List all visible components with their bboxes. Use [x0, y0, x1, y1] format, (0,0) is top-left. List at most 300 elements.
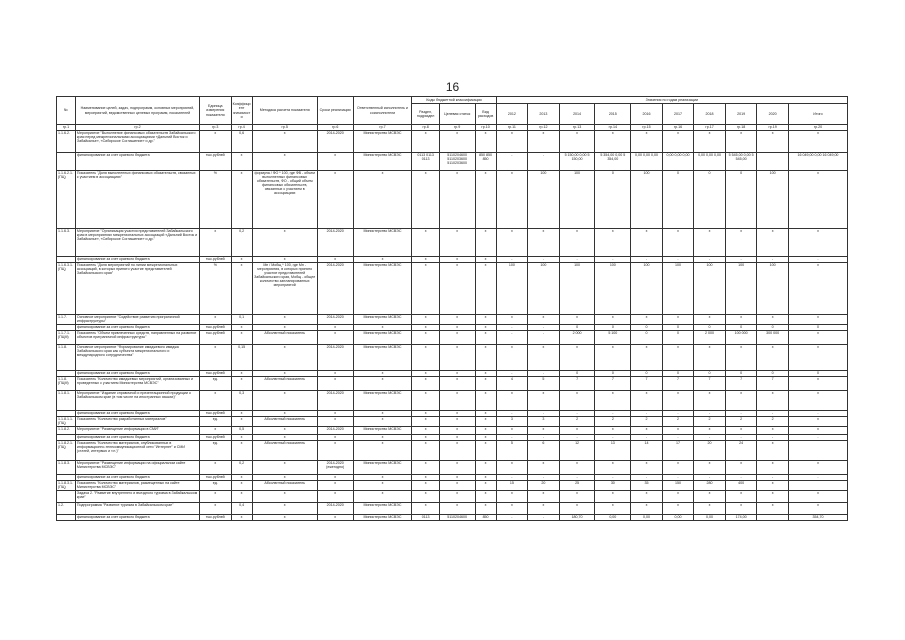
table-cell: х [412, 171, 439, 229]
table-cell: х [353, 435, 412, 441]
table-cell: х [496, 315, 528, 325]
table-cell: х [200, 229, 232, 257]
table-cell: х [439, 503, 475, 515]
column-number: гр.18 [725, 125, 757, 131]
table-cell: х [757, 427, 789, 435]
table-cell: 2 [694, 417, 726, 427]
table-cell: х [757, 481, 789, 491]
table-cell: 20 [528, 481, 560, 491]
table-cell: х [788, 427, 847, 435]
table-cell: х [662, 461, 694, 475]
table-cell: х [412, 391, 439, 411]
table-cell: 7 [631, 377, 663, 391]
table-cell: х [496, 503, 528, 515]
table-cell: 0 [595, 371, 631, 377]
table-cell: 0,1 [231, 315, 252, 325]
table-row [57, 417, 848, 427]
table-cell: х [788, 331, 847, 345]
table-cell: х [694, 315, 726, 325]
table-cell: - [528, 411, 560, 417]
table-cell: - [528, 331, 560, 345]
header-razdel: Раздел, подраздел [412, 104, 439, 125]
table-cell: х [439, 391, 475, 411]
table-cell: х [252, 435, 317, 441]
table-cell: 2014-2020 [317, 315, 353, 325]
table-cell: 100 [559, 263, 595, 315]
header-year: 2019 [725, 104, 757, 125]
table-cell: х [252, 315, 317, 325]
table-cell: - [528, 435, 560, 441]
table-cell: х [439, 229, 475, 257]
table-cell: 0 [694, 371, 726, 377]
row-number-cell: 1.1.8.3. [57, 461, 76, 475]
table-cell: х [317, 491, 353, 503]
table-cell: х [439, 411, 475, 417]
table-cell: х [439, 417, 475, 427]
table-cell: 100 [595, 263, 631, 315]
table-cell: - [757, 475, 789, 481]
table-cell: 0113 [412, 515, 439, 521]
table-cell: х [559, 461, 595, 475]
table-cell: х [496, 491, 528, 503]
table-row [57, 427, 848, 435]
table-cell [788, 441, 847, 461]
table-cell: х [475, 411, 496, 417]
table-cell: х [595, 345, 631, 371]
table-cell: 2014-2020 [317, 427, 353, 435]
row-number-cell: 1.2. [57, 503, 76, 515]
row-name-cell: Подпрограмма "Развитие туризма в Забайкальском крае" [75, 503, 199, 515]
table-cell: х [252, 257, 317, 263]
table-cell: х [788, 417, 847, 427]
table-cell: 300 000 [757, 331, 789, 345]
table-cell: 2 [757, 417, 789, 427]
table-row [57, 345, 848, 371]
table-cell: 14 [631, 441, 663, 461]
table-cell: - [496, 153, 528, 171]
table-cell: х [231, 441, 252, 461]
table-cell: х [475, 315, 496, 325]
table-cell: х [317, 435, 353, 441]
table-cell: х [439, 481, 475, 491]
column-number: гр.16 [662, 125, 694, 131]
table-cell: х [200, 315, 232, 325]
table-cell: 0,00 [694, 515, 726, 521]
table-cell: х [528, 461, 560, 475]
table-cell: х [439, 315, 475, 325]
table-cell: х [788, 391, 847, 411]
table-cell: - [788, 435, 847, 441]
table-cell: - [757, 435, 789, 441]
table-cell: х [595, 461, 631, 475]
table-row [57, 481, 848, 491]
table-cell: - [631, 257, 663, 263]
table-cell: х [631, 229, 663, 257]
data-table [56, 96, 848, 521]
table-cell: 174,00 [725, 515, 757, 521]
table-cell: х [528, 427, 560, 435]
column-number: гр.15 [631, 125, 663, 131]
table-cell: х [788, 229, 847, 257]
table-cell: х [662, 131, 694, 153]
table-cell: - [725, 435, 757, 441]
table-cell: х [439, 257, 475, 263]
table-cell: х [595, 131, 631, 153]
row-number-cell: 1.1.8.1.1. (ПЦ) [57, 417, 76, 427]
table-cell: х [475, 491, 496, 503]
column-number: гр.17 [694, 125, 726, 131]
table-cell: - [496, 475, 528, 481]
table-cell: х [694, 503, 726, 515]
table-cell: х [475, 263, 496, 315]
table-cell: 0 [757, 325, 789, 331]
table-cell: 7 [725, 377, 757, 391]
table-cell: Министерство МСВЭС [353, 331, 412, 345]
table-row [57, 229, 848, 257]
table-cell: х [725, 229, 757, 257]
table-cell: х [317, 171, 353, 229]
header-year: 2012 [496, 104, 528, 125]
table-cell: х [317, 153, 353, 171]
table-cell: - [694, 411, 726, 417]
table-cell: 0 [662, 325, 694, 331]
table-cell: тыс.рублей [200, 257, 232, 263]
table-cell: х [439, 345, 475, 371]
row-number-cell: 1.1.8.1. [57, 391, 76, 411]
table-cell: - [496, 411, 528, 417]
header-row-1 [57, 97, 848, 104]
table-cell: - [528, 371, 560, 377]
table-cell: 2014-2020 [317, 131, 353, 153]
row-name-cell: финансирование за счет краевого бюджета [75, 153, 199, 171]
table-cell: 0 [788, 325, 847, 331]
row-name-cell: финансирование за счет краевого бюджета [75, 371, 199, 377]
table-cell: х [439, 435, 475, 441]
column-number: гр.6 [317, 125, 353, 131]
table-cell: 0 [631, 371, 663, 377]
table-cell: 17 [662, 441, 694, 461]
column-number: гр.5 [252, 125, 317, 131]
row-name-cell: финансирование за счет краевого бюджета [75, 515, 199, 521]
table-cell: х [631, 503, 663, 515]
table-cell: х [412, 315, 439, 325]
row-number-cell: 1.1.6.2.1. (ПЦ) [57, 171, 76, 229]
table-cell: - [595, 435, 631, 441]
table-cell: 100 [662, 263, 694, 315]
table-cell: х [353, 171, 412, 229]
table-cell: х [694, 229, 726, 257]
row-number-cell: 1.1.6.3.1. (ПЦ) [57, 263, 76, 315]
table-cell: х [439, 427, 475, 435]
table-cell: 100 [757, 171, 789, 229]
table-cell: х [252, 491, 317, 503]
table-cell: х [788, 315, 847, 325]
table-cell: х [496, 171, 528, 229]
row-number-cell: 1.1.6.3. [57, 229, 76, 257]
table-cell: х [231, 257, 252, 263]
table-cell: 5 [496, 441, 528, 461]
table-cell: х [439, 441, 475, 461]
table-cell: х [353, 441, 412, 461]
table-cell: - [788, 257, 847, 263]
table-cell: х [559, 503, 595, 515]
table-cell: х [725, 315, 757, 325]
table-cell: 5 545,00 0,00 5 545,00 [725, 153, 757, 171]
table-cell: х [528, 491, 560, 503]
table-cell: х [252, 411, 317, 417]
table-cell: 5 150,00 0,00 5 150,00 [559, 153, 595, 171]
table-cell: 100 [757, 263, 789, 315]
table-cell: 7 [559, 377, 595, 391]
table-cell: х [595, 391, 631, 411]
table-cell: х [353, 475, 412, 481]
table-row [57, 503, 848, 515]
table-cell: 850 [475, 515, 496, 521]
table-cell: х [475, 257, 496, 263]
table-row [57, 171, 848, 229]
table-cell: х [475, 391, 496, 411]
table-cell: х [252, 475, 317, 481]
table-cell: 24 [725, 441, 757, 461]
row-number-cell: 1.1.8.2.1. (ПЦ) [57, 441, 76, 461]
table-cell: - [559, 411, 595, 417]
table-cell: х [757, 391, 789, 411]
row-number-cell: 1.1.6.2. [57, 131, 76, 153]
column-number: гр.9 [439, 125, 475, 131]
table-cell: тыс.рублей [200, 411, 232, 417]
table-cell: х [475, 377, 496, 391]
table-cell: х [475, 229, 496, 257]
table-cell: Министерство МСВЭС [353, 461, 412, 475]
table-cell: х [788, 131, 847, 153]
header-year: 2013 [528, 104, 560, 125]
table-cell: х [559, 345, 595, 371]
table-cell: 280 [694, 481, 726, 491]
table-cell: - [595, 257, 631, 263]
table-cell: 0,00 0,00 0,00 [662, 153, 694, 171]
table-cell: 0 [662, 171, 694, 229]
table-cell: х [231, 377, 252, 391]
table-cell: 30 [595, 481, 631, 491]
table-cell: - [757, 257, 789, 263]
table-cell: х [725, 131, 757, 153]
table-cell: х [412, 435, 439, 441]
table-cell: х [231, 263, 252, 315]
table-cell: 13 [595, 441, 631, 461]
row-name-cell: Задача 2. "Развитие внутреннего и въездного туризма в Забайкальском крае" [75, 491, 199, 503]
table-cell: х [317, 481, 353, 491]
table-cell: х [631, 131, 663, 153]
table-cell: х [788, 377, 847, 391]
header-num: № [57, 97, 76, 125]
table-cell: х [528, 131, 560, 153]
header-method: Методика расчета показателя [252, 97, 317, 125]
table-cell: х [231, 491, 252, 503]
table-cell: тыс.рублей [200, 325, 232, 331]
table-cell: х [631, 345, 663, 371]
table-cell: х [662, 229, 694, 257]
table-cell: 2 [725, 417, 757, 427]
column-number: гр.8 [412, 125, 439, 131]
table-cell: 0,5 [231, 427, 252, 435]
table-cell: х [412, 257, 439, 263]
row-number-cell: 1.1.8. (ПЦМ) [57, 377, 76, 391]
table-cell: тыс.рублей [200, 475, 232, 481]
table-cell: х [412, 325, 439, 331]
table-row [57, 515, 848, 521]
table-cell: х [496, 131, 528, 153]
table-cell: 0 [694, 171, 726, 229]
table-cell: х [725, 503, 757, 515]
table-row [57, 391, 848, 411]
table-cell: х [412, 377, 439, 391]
table-cell: Министерство МСВЭС [353, 153, 412, 171]
table-cell: - [788, 411, 847, 417]
table-cell: х [559, 229, 595, 257]
table-cell: Абсолютный показатель [252, 441, 317, 461]
table-cell: - [528, 257, 560, 263]
table-cell: х [475, 131, 496, 153]
table-cell: х [200, 427, 232, 435]
table-cell: х [231, 371, 252, 377]
table-cell: х [252, 503, 317, 515]
table-cell: - [631, 411, 663, 417]
table-cell: х [475, 503, 496, 515]
table-cell: 0 [725, 371, 757, 377]
table-cell: - [662, 435, 694, 441]
table-cell: 5 354,00 0,00 5 354,00 [595, 153, 631, 171]
table-cell: х [662, 503, 694, 515]
table-cell: х [412, 417, 439, 427]
table-cell [757, 515, 789, 521]
table-cell: х [475, 417, 496, 427]
table-cell: - [725, 411, 757, 417]
table-cell: - [662, 257, 694, 263]
table-cell: 100 [725, 263, 757, 315]
table-cell: х [252, 515, 317, 521]
table-cell: х [757, 229, 789, 257]
table-cell: х [317, 331, 353, 345]
table-cell: 2014-2020 [317, 263, 353, 315]
table-cell: - [496, 257, 528, 263]
table-cell: тыс.рублей [200, 515, 232, 521]
table-cell: 0 [788, 371, 847, 377]
table-cell: Министерство МСВЭС [353, 263, 412, 315]
table-cell: х [412, 475, 439, 481]
table-cell: - [662, 411, 694, 417]
table-cell: х [475, 475, 496, 481]
table-cell: х [662, 315, 694, 325]
row-name-cell: финансирование за счет краевого бюджета [75, 257, 199, 263]
table-cell: 180,70 [559, 515, 595, 521]
table-cell: Абсолютный показатель [252, 331, 317, 345]
table-cell: х [231, 515, 252, 521]
table-cell: х [317, 325, 353, 331]
row-number-cell: 1.1.8. [57, 345, 76, 371]
table-cell: 0,2 [231, 229, 252, 257]
table-cell: х [317, 411, 353, 417]
table-cell: х [200, 131, 232, 153]
table-cell: х [412, 331, 439, 345]
table-cell: - [631, 475, 663, 481]
table-cell: х [595, 503, 631, 515]
table-cell: 0,00 [631, 515, 663, 521]
table-cell: х [353, 377, 412, 391]
table-cell: Министерство МСВЭС [353, 315, 412, 325]
table-cell: - [496, 371, 528, 377]
table-cell: 0,4 [231, 503, 252, 515]
table-row [57, 263, 848, 315]
table-cell: х [412, 427, 439, 435]
table-cell: х [757, 491, 789, 503]
table-cell [788, 481, 847, 491]
table-cell: 150 [662, 481, 694, 491]
column-number: гр.3 [200, 125, 232, 131]
table-cell: х [353, 371, 412, 377]
table-row [57, 131, 848, 153]
table-cell: х [231, 481, 252, 491]
table-cell: 100 [631, 263, 663, 315]
column-number: гр.7 [353, 125, 412, 131]
table-cell: х [439, 377, 475, 391]
header-csr: Целевая статья [439, 104, 475, 125]
table-cell: х [725, 491, 757, 503]
table-cell: 7 [694, 377, 726, 391]
table-cell: 5110204600 5110203600 5110203600 [439, 153, 475, 171]
table-cell: х [412, 371, 439, 377]
table-cell: х [631, 491, 663, 503]
table-cell: х [595, 229, 631, 257]
table-cell: х [252, 391, 317, 411]
table-cell: 35 [631, 481, 663, 491]
table-cell: х [631, 315, 663, 325]
table-cell: формула / ФО * 100, где ФВ - объем выполненных финансовых обязательств, ФО - общий объем финансовых обязательств, связанных с участием в ассоциациях [252, 171, 317, 229]
table-cell: - [631, 435, 663, 441]
table-cell: 3 [496, 417, 528, 427]
table-cell: х [528, 503, 560, 515]
row-name-cell: Показатель "Доля мероприятий по линии межрегиональных ассоциаций, в которых принято участие представителей Забайкальского края" [75, 263, 199, 315]
table-cell: 0 [725, 325, 757, 331]
table-cell: 25 [559, 481, 595, 491]
table-cell: 16 049,00 0,00 16 049,00 [788, 153, 847, 171]
table-cell: 6 [528, 441, 560, 461]
table-cell: 2 [595, 417, 631, 427]
table-cell: х [725, 427, 757, 435]
table-cell: х [475, 371, 496, 377]
table-cell: % [200, 171, 232, 229]
table-cell: 100 [496, 263, 528, 315]
table-cell: х [412, 411, 439, 417]
table-cell: х [231, 331, 252, 345]
table-cell: 0,2 [231, 461, 252, 475]
column-number: гр.20 [788, 125, 847, 131]
table-cell: х [694, 391, 726, 411]
table-cell: х [559, 315, 595, 325]
table-cell: х [252, 345, 317, 371]
table-cell: тыс.рублей [200, 153, 232, 171]
table-cell: х [439, 461, 475, 475]
table-cell: х [757, 315, 789, 325]
row-number-cell [57, 491, 76, 503]
table-cell: 0 [595, 171, 631, 229]
table-cell: х [200, 391, 232, 411]
column-number: гр.4 [231, 125, 252, 131]
table-cell: 100 [631, 171, 663, 229]
table-cell: - [725, 475, 757, 481]
table-cell: х [252, 131, 317, 153]
column-number: гр.2 [75, 125, 199, 131]
table-cell: - [496, 435, 528, 441]
